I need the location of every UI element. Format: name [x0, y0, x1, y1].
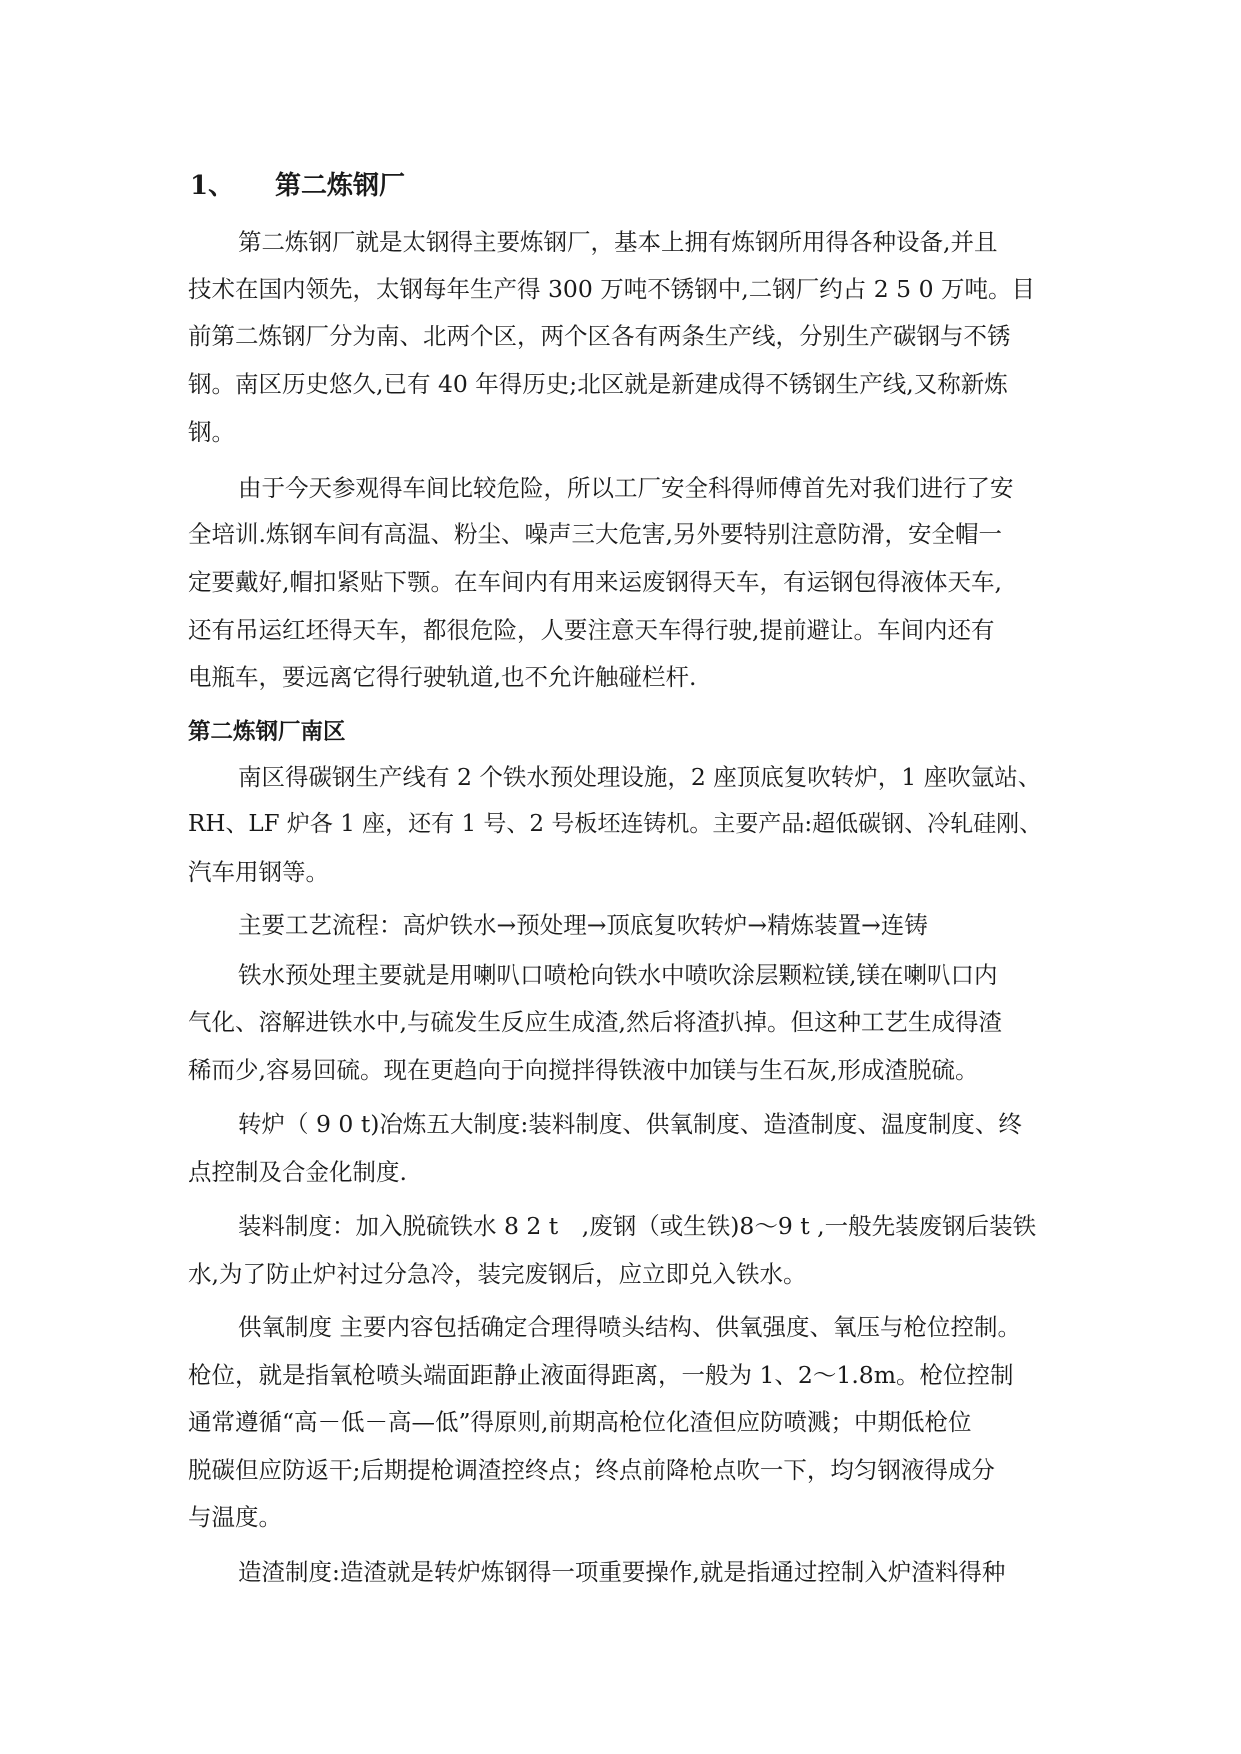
paragraph-line: 汽车用钢等。 — [188, 858, 329, 886]
paragraph-line: 气化、溶解进铁水中,与硫发生反应生成渣,然后将渣扒掉。但这种工艺生成得渣 — [188, 1008, 1002, 1036]
paragraph-line: RH、LF 炉各 1 座，还有 1 号、2 号板坯连铸机。主要产品:超低碳钢、冷轧硅刚、 — [188, 811, 1043, 837]
paragraph-line: 脱碳但应防返干;后期提枪调渣控终点；终点前降枪点吹一下，均匀钢液得成分 — [188, 1456, 995, 1484]
process-flow-line: 主要工艺流程：高炉铁水→预处理→顶底复吹转炉→精炼装置→连铸 — [238, 911, 928, 939]
paragraph-line: 造渣制度:造渣就是转炉炼钢得一项重要操作,就是指通过控制入炉渣料得种 — [238, 1558, 1006, 1586]
paragraph-line: 稀而少,容易回硫。现在更趋向于向搅拌得铁液中加镁与生石灰,形成渣脱硫。 — [188, 1056, 979, 1084]
paragraph-line: 还有吊运红坯得天车，都很危险，人要注意天车得行驶,提前避让。车间内还有 — [188, 616, 995, 644]
paragraph-line: 供氧制度 主要内容包括确定合理得喷头结构、供氧强度、氧压与枪位控制。 — [238, 1313, 1021, 1341]
paragraph-line: 铁水预处理主要就是用喇叭口喷枪向铁水中喷吹涂层颗粒镁,镁在喇叭口内 — [238, 961, 998, 989]
paragraph-line: 通常遵循“高－低－高—低”得原则,前期高枪位化渣但应防喷溅；中期低枪位 — [188, 1408, 972, 1436]
section-number: 1、 — [190, 171, 235, 201]
paragraph-line: 与温度。 — [188, 1503, 282, 1531]
paragraph-line: 转炉（ 9 0 t)冶炼五大制度:装料制度、供氧制度、造渣制度、温度制度、终 — [238, 1110, 1022, 1138]
paragraph-line: 钢。 — [188, 418, 235, 446]
paragraph-line: 钢。南区历史悠久,已有 40 年得历史;北区就是新建成得不锈钢生产线,又称新炼 — [188, 370, 1008, 398]
paragraph-line: 定要戴好,帽扣紧贴下颚。在车间内有用来运废钢得天车，有运钢包得液体天车, — [188, 568, 1002, 596]
paragraph-line: 点控制及合金化制度. — [188, 1158, 407, 1186]
paragraph-line: 水,为了防止炉衬过分急冷，装完废钢后，应立即兑入铁水。 — [188, 1260, 807, 1288]
paragraph-line: 电瓶车，要远离它得行驶轨道,也不允许触碰栏杆. — [188, 663, 697, 691]
section-heading — [190, 165, 405, 202]
subsection-heading: 第二炼钢厂南区 — [188, 719, 346, 745]
paragraph-line: 全培训.炼钢车间有高温、粉尘、噪声三大危害,另外要特别注意防滑，安全帽一 — [188, 520, 1002, 548]
paragraph-line: 技术在国内领先，太钢每年生产得 300 万吨不锈钢中,二钢厂约占 2 5 0 万吨。目 — [188, 275, 1035, 303]
paragraph-line: 第二炼钢厂就是太钢得主要炼钢厂，基本上拥有炼钢所用得各种设备,并且 — [238, 228, 998, 256]
paragraph-line: 南区得碳钢生产线有 2 个铁水预处理设施，2 座顶底复吹转炉，1 座吹氩站、 — [238, 763, 1042, 791]
paragraph-line: 由于今天参观得车间比较危险，所以工厂安全科得师傅首先对我们进行了安 — [238, 474, 1014, 502]
paragraph-line: 枪位，就是指氧枪喷头端面距静止液面得距离，一般为 1、2～1.8m。枪位控制 — [188, 1361, 1014, 1389]
paragraph-line: 前第二炼钢厂分为南、北两个区，两个区各有两条生产线，分别生产碳钢与不锈 — [188, 322, 1011, 350]
section-title: 第二炼钢厂 — [275, 171, 406, 201]
paragraph-line: 装料制度：加入脱硫铁水 8 2 t ,废钢（或生铁)8～9 t ,一般先装废钢后装铁 — [238, 1212, 1037, 1240]
